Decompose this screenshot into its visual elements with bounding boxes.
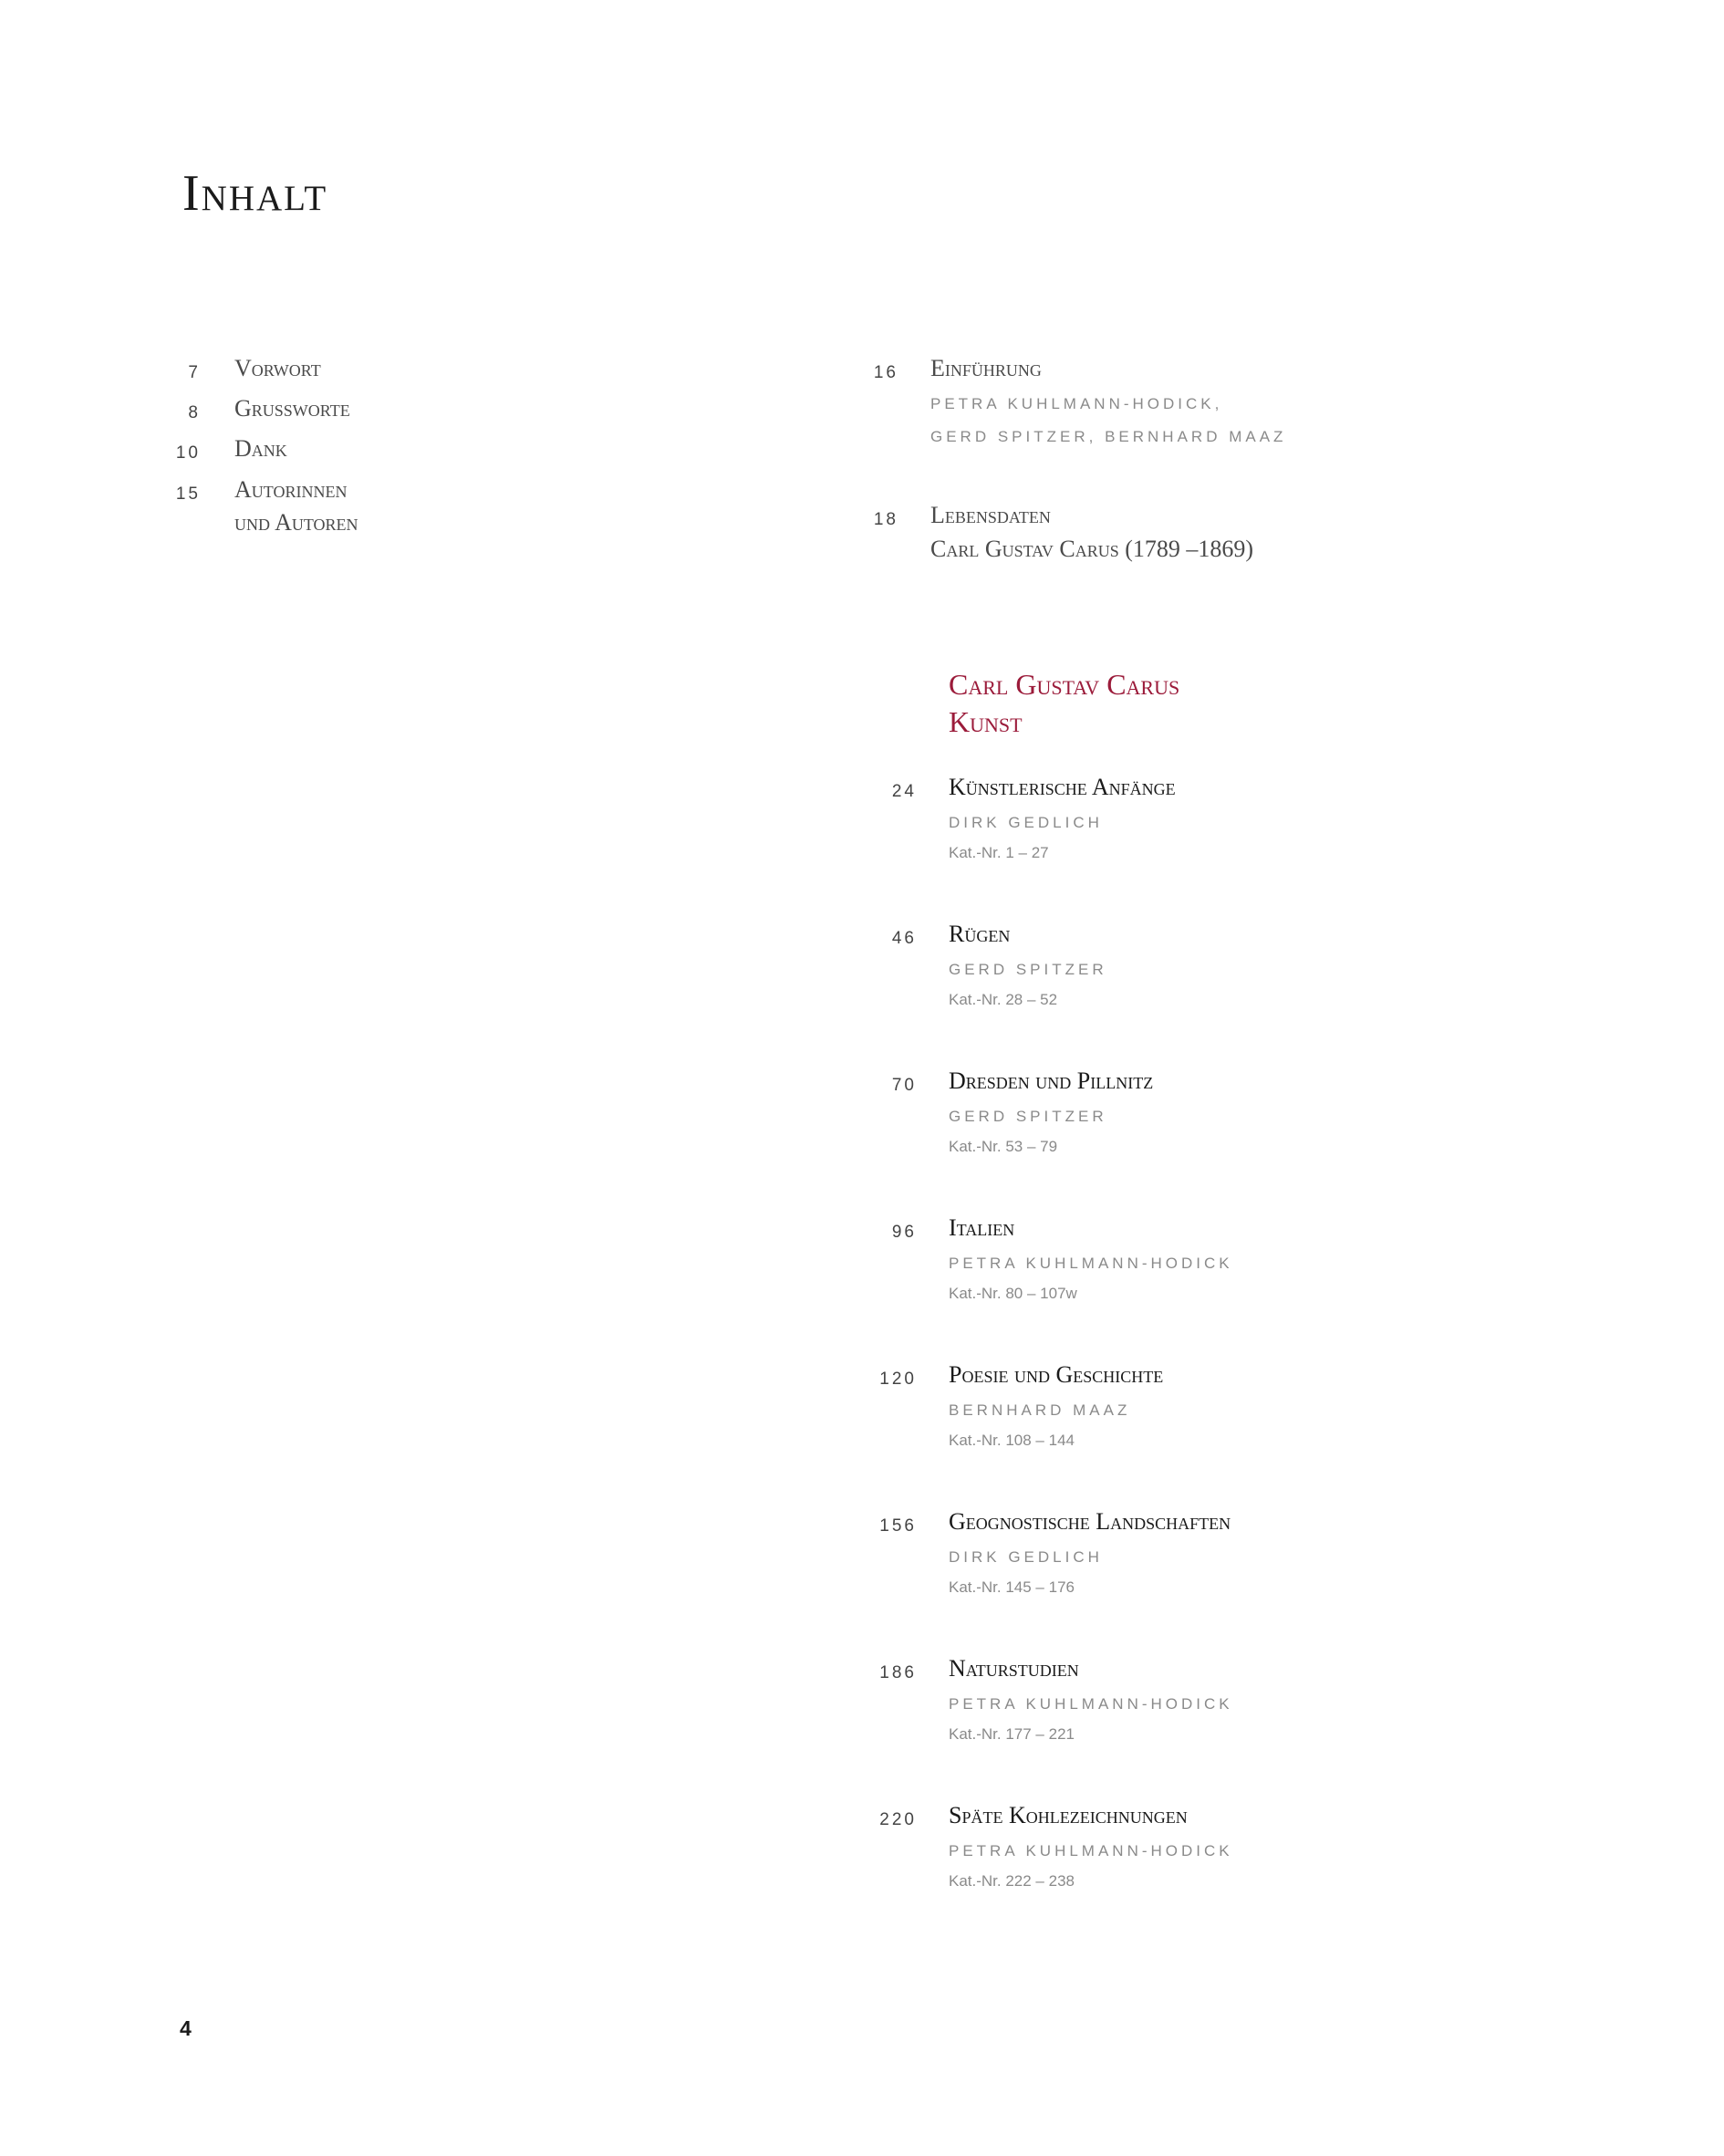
toc-entry-title[interactable]: Lebensdaten: [930, 502, 1051, 528]
toc-entry-title-continued[interactable]: und Autoren: [234, 509, 358, 536]
chapter-title[interactable]: Geognostische Landschaften: [949, 1508, 1231, 1535]
toc-entry-title[interactable]: Einführung: [930, 355, 1042, 381]
chapter-author: PETRA KUHLMANN-HODICK: [949, 1255, 1233, 1272]
chapter-catalog-range: Kat.-Nr. 222 – 238: [949, 1872, 1075, 1890]
chapter-catalog-range: Kat.-Nr. 108 – 144: [949, 1432, 1075, 1449]
chapter-title[interactable]: Dresden und Pillnitz: [949, 1068, 1154, 1094]
toc-page-number: 8: [188, 403, 201, 422]
chapter-catalog-range: Kat.-Nr. 80 – 107w: [949, 1285, 1077, 1302]
toc-page-number: 18: [873, 510, 898, 529]
chapter-title[interactable]: Naturstudien: [949, 1655, 1079, 1682]
chapter-page-number: 96: [891, 1223, 917, 1242]
section-heading: [949, 666, 1179, 741]
chapter-page-number: 24: [891, 782, 917, 801]
toc-page-number: 10: [175, 443, 201, 463]
chapter-page-number: 220: [879, 1810, 917, 1829]
page-title: Inhalt: [182, 164, 328, 222]
chapter-catalog-range: Kat.-Nr. 145 – 176: [949, 1578, 1075, 1596]
page-number: 4: [180, 2016, 192, 2040]
chapter-author: DIRK GEDLICH: [949, 1548, 1103, 1566]
toc-entry-author: GERD SPITZER, BERNHARD MAAZ: [930, 428, 1287, 445]
chapter-author: GERD SPITZER: [949, 1108, 1107, 1125]
chapter-catalog-range: Kat.-Nr. 53 – 79: [949, 1138, 1058, 1155]
chapter-catalog-range: Kat.-Nr. 177 – 221: [949, 1725, 1075, 1743]
toc-entry-title[interactable]: Dank: [234, 435, 287, 462]
chapter-title[interactable]: Rügen: [949, 921, 1011, 947]
chapter-author: DIRK GEDLICH: [949, 814, 1103, 831]
chapter-author: GERD SPITZER: [949, 961, 1107, 978]
section-heading-line: Carl Gustav Carus: [949, 668, 1180, 701]
chapter-page-number: 156: [879, 1516, 917, 1536]
chapter-page-number: 70: [891, 1076, 917, 1095]
toc-entry-title[interactable]: Grussworte: [234, 395, 350, 422]
chapter-title[interactable]: Poesie und Geschichte: [949, 1361, 1164, 1388]
toc-entry-title[interactable]: Autorinnen: [234, 476, 348, 503]
chapter-title[interactable]: Italien: [949, 1214, 1015, 1241]
chapter-catalog-range: Kat.-Nr. 28 – 52: [949, 991, 1058, 1008]
chapter-page-number: 186: [879, 1663, 917, 1682]
toc-entry-title[interactable]: Vorwort: [234, 355, 321, 381]
toc-page-number: 7: [188, 363, 201, 382]
chapter-title[interactable]: Späte Kohlezeichnungen: [949, 1802, 1188, 1828]
chapter-author: BERNHARD MAAZ: [949, 1401, 1131, 1419]
toc-page-number: 16: [873, 363, 898, 382]
toc-page-number: 15: [175, 484, 201, 504]
toc-entry-author: PETRA KUHLMANN-HODICK,: [930, 395, 1223, 412]
toc-entry-subtitle[interactable]: Carl Gustav Carus (1789 –1869): [930, 536, 1254, 562]
chapter-title[interactable]: Künstlerische Anfänge: [949, 774, 1176, 800]
chapter-author: PETRA KUHLMANN-HODICK: [949, 1842, 1233, 1859]
section-heading-line: Kunst: [949, 705, 1023, 738]
chapter-author: PETRA KUHLMANN-HODICK: [949, 1695, 1233, 1713]
chapter-page-number: 120: [879, 1370, 917, 1389]
chapter-catalog-range: Kat.-Nr. 1 – 27: [949, 844, 1049, 861]
chapter-page-number: 46: [891, 929, 917, 948]
